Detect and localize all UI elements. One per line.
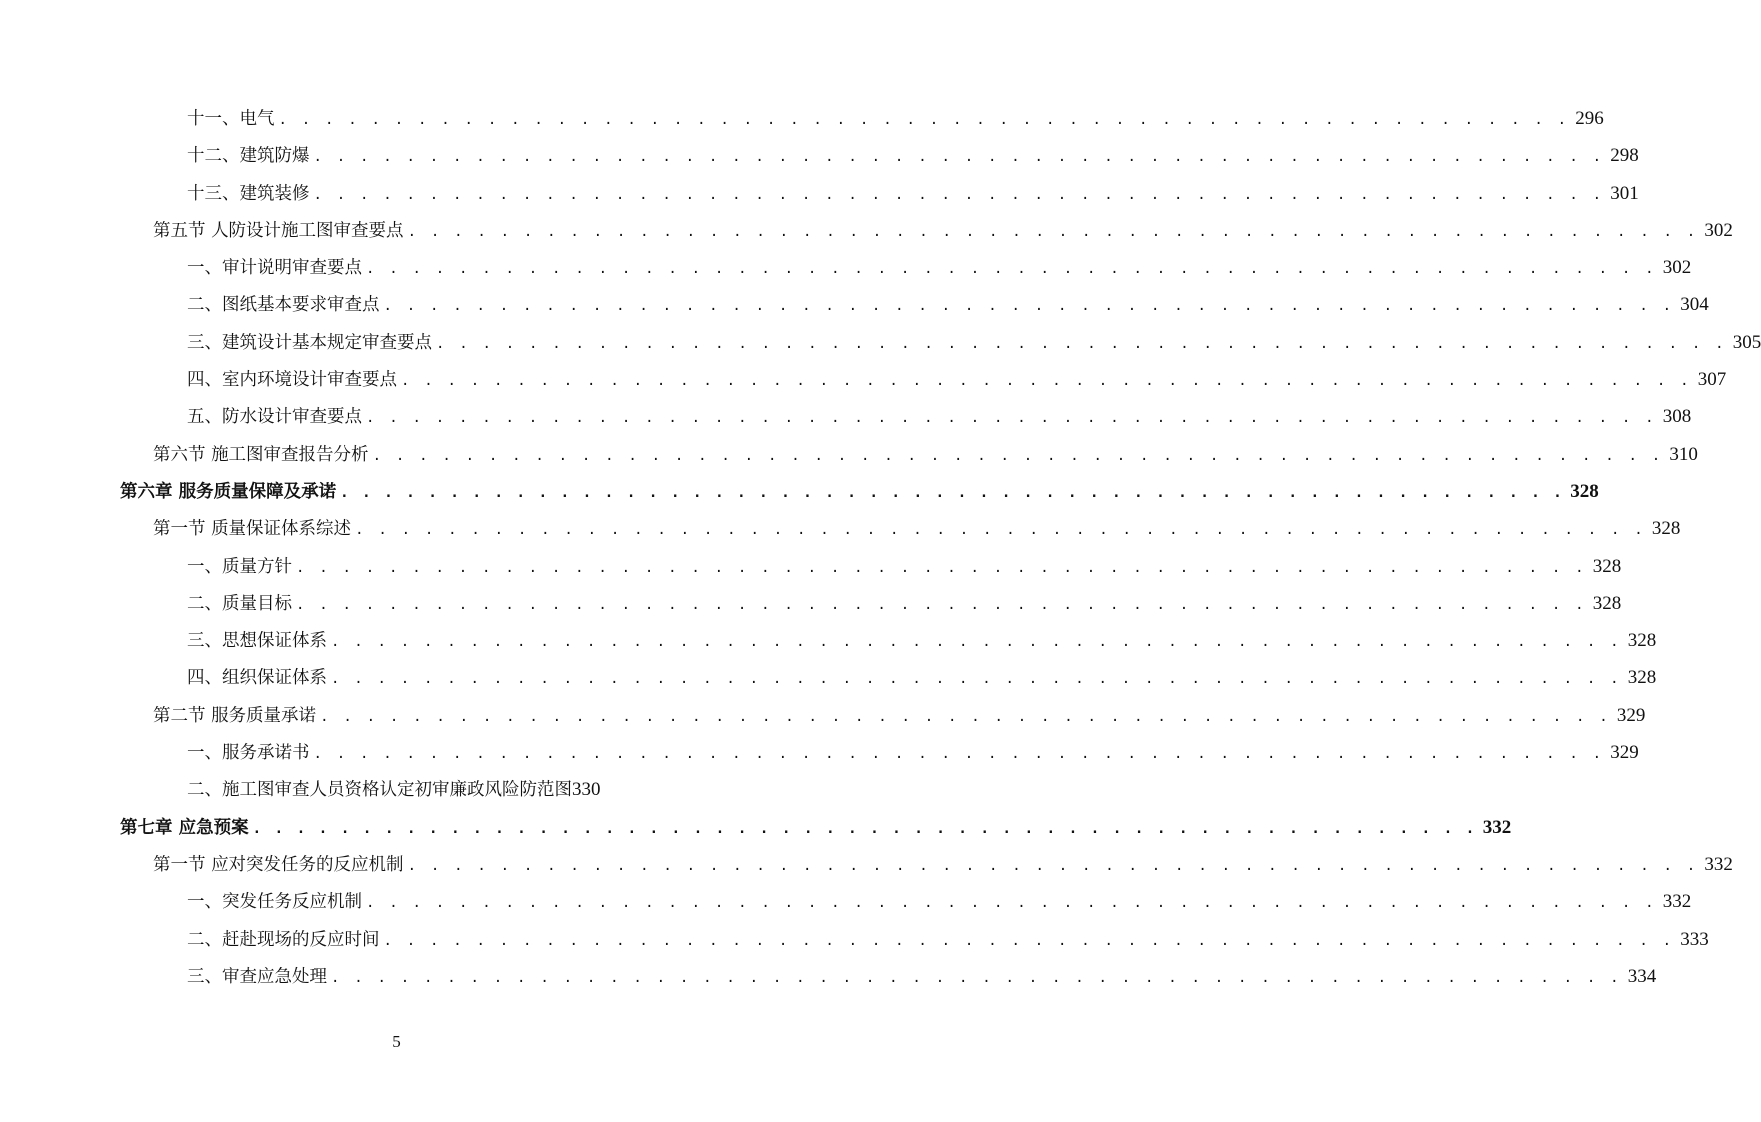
toc-entry-item[interactable] — [0, 921, 1709, 958]
toc-entry-page: 298 — [1610, 145, 1639, 167]
toc-dot-leader: . . . . . . . . . . . . . . . . . . . . . . . . . . . . . . . . . . . . . . . . . . . . . . . . . . . . . . . . — [436, 335, 1727, 352]
toc-entry-title: 二、图纸基本要求审查点 — [187, 295, 380, 316]
toc-entry-page: 301 — [1610, 182, 1639, 204]
toc-entry-page: 302 — [1704, 219, 1733, 241]
toc-entry-section[interactable] — [0, 510, 1681, 547]
toc-entry-chapter[interactable] — [0, 473, 1599, 510]
toc-dot-leader: . . . . . . . . . . . . . . . . . . . . . . . . . . . . . . . . . . . . . . . . . . . . . . . . . . . . . . . . — [252, 820, 1477, 837]
toc-entry-item[interactable] — [0, 100, 1604, 137]
toc-entry-item[interactable] — [0, 659, 1657, 696]
toc-entry-item[interactable] — [0, 249, 1692, 286]
toc-dot-leader: . . . . . . . . . . . . . . . . . . . . . . . . . . . . . . . . . . . . . . . . . . . . . . . . . . . . . . . . — [401, 373, 1692, 390]
toc-entry-item[interactable] — [0, 548, 1622, 585]
toc-entry-title: 二、质量目标 — [187, 593, 292, 614]
toc-entry-page: 330 — [572, 779, 601, 801]
toc-dot-leader: . . . . . . . . . . . . . . . . . . . . . . . . . . . . . . . . . . . . . . . . . . . . . . . . . . . . . . . . — [278, 112, 1570, 128]
toc-entry-title: 一、服务承诺书 — [187, 743, 310, 764]
toc-entry-page: 332 — [1662, 891, 1692, 913]
toc-dot-leader: . . . . . . . . . . . . . . . . . . . . . . . . . . . . . . . . . . . . . . . . . . . . . . . . . . . . . . . . — [313, 746, 1605, 763]
toc-entry-page: 328 — [1570, 480, 1599, 502]
toc-entry-title: 三、思想保证体系 — [187, 631, 327, 652]
toc-entry-section[interactable] — [0, 436, 1698, 473]
toc-entry-title: 三、审查应急处理 — [187, 966, 327, 987]
toc-entry-title: 四、室内环境设计审查要点 — [187, 370, 397, 391]
toc-entry-title: 一、审计说明审查要点 — [187, 258, 362, 279]
toc-dot-leader: . . . . . . . . . . . . . . . . . . . . . . . . . . . . . . . . . . . . . . . . . . . . . . . . . . . . . . . . — [407, 223, 1699, 240]
toc-entry-page: 310 — [1669, 443, 1698, 465]
toc-entry-item[interactable] — [0, 361, 1727, 398]
toc-dot-leader: . . . . . . . . . . . . . . . . . . . . . . . . . . . . . . . . . . . . . . . . . . . . . . . . . . . . . . . . — [296, 559, 1587, 576]
toc-entry-item[interactable] — [0, 324, 1761, 361]
toc-entry-item[interactable] — [0, 958, 1657, 995]
toc-entry-section[interactable] — [0, 212, 1733, 249]
toc-entry-section[interactable] — [0, 697, 1646, 734]
toc-entry-page: 328 — [1627, 630, 1657, 652]
toc-entry-item[interactable] — [0, 771, 672, 808]
toc-entry-page: 332 — [1704, 853, 1733, 875]
toc-entry-item[interactable] — [0, 398, 1692, 435]
toc-dot-leader: . . . . . . . . . . . . . . . . . . . . . . . . . . . . . . . . . . . . . . . . . . . . . . . . . . . . . . . . — [296, 596, 1587, 613]
toc-dot-leader: . . . . . . . . . . . . . . . . . . . . . . . . . . . . . . . . . . . . . . . . . . . . . . . . . . . . . . . . — [366, 895, 1657, 912]
toc-entry-page: 329 — [1616, 704, 1646, 726]
toc-dot-leader: . . . . . . . . . . . . . . . . . . . . . . . . . . . . . . . . . . . . . . . . . . . . . . . . . . . . . . . . — [383, 932, 1675, 949]
toc-entry-item[interactable] — [0, 734, 1639, 771]
toc-entry-page: 302 — [1662, 257, 1692, 279]
toc-entry-page: 296 — [1575, 108, 1604, 129]
toc-entry-item[interactable] — [0, 175, 1639, 212]
toc-entry-title: 第一节 应对突发任务的反应机制 — [153, 854, 404, 875]
toc-dot-leader: . . . . . . . . . . . . . . . . . . . . . . . . . . . . . . . . . . . . . . . . . . . . . . . . . . . . . . . . — [407, 857, 1699, 874]
toc-entry-page: 332 — [1482, 816, 1512, 838]
toc-dot-leader: . . . . . . . . . . . . . . . . . . . . . . . . . . . . . . . . . . . . . . . . . . . . . . . . . . . . . . . . — [320, 708, 1611, 725]
toc-dot-leader: . . . . . . . . . . . . . . . . . . . . . . . . . . . . . . . . . . . . . . . . . . . . . . . . . . . . . . . . — [366, 410, 1657, 427]
toc-entry-title: 第七章 应急预案 — [120, 817, 249, 838]
toc-dot-leader: . . . . . . . . . . . . . . . . . . . . . . . . . . . . . . . . . . . . . . . . . . . . . . . . . . . . . . . . — [340, 484, 1565, 501]
toc-entry-title: 三、建筑设计基本规定审查要点 — [187, 332, 432, 353]
toc-entry-title: 十三、建筑装修 — [187, 183, 310, 204]
toc-entry-item[interactable] — [0, 622, 1657, 659]
toc-entry-section[interactable] — [0, 846, 1733, 883]
toc-dot-leader: . . . . . . . . . . . . . . . . . . . . . . . . . . . . . . . . . . . . . . . . . . . . . . . . . . . . . . . . — [313, 149, 1605, 166]
toc-entry-title: 一、质量方针 — [187, 556, 292, 577]
toc-dot-leader: . . . . . . . . . . . . . . . . . . . . . . . . . . . . . . . . . . . . . . . . . . . . . . . . . . . . . . . . — [313, 186, 1605, 203]
toc-dot-leader: . . . . . . . . . . . . . . . . . . . . . . . . . . . . . . . . . . . . . . . . . . . . . . . . . . . . . . . . — [372, 447, 1664, 464]
toc-entry-title: 四、组织保证体系 — [187, 668, 327, 689]
toc-entry-title: 十一、电气 — [187, 109, 275, 129]
toc-entry-title: 二、赶赴现场的反应时间 — [187, 929, 380, 950]
toc-entry-title: 第一节 质量保证体系综述 — [153, 519, 352, 540]
toc-entry-title: 五、防水设计审查要点 — [187, 407, 362, 428]
toc-entry-page: 305 — [1732, 331, 1761, 353]
toc-dot-leader: . . . . . . . . . . . . . . . . . . . . . . . . . . . . . . . . . . . . . . . . . . . . . . . . . . . . . . . . — [383, 298, 1675, 315]
toc-entry-chapter[interactable] — [0, 809, 1512, 846]
toc-entry-title: 第六章 服务质量保障及承诺 — [120, 481, 337, 502]
toc-dot-leader: . . . . . . . . . . . . . . . . . . . . . . . . . . . . . . . . . . . . . . . . . . . . . . . . . . . . . . . . — [366, 261, 1657, 278]
toc-entry-item[interactable] — [0, 286, 1709, 323]
toc-entry-page: 307 — [1697, 369, 1727, 391]
toc-entry-page: 333 — [1680, 928, 1709, 950]
table-of-contents — [0, 100, 1761, 995]
toc-entry-title: 第六节 施工图审查报告分析 — [153, 444, 369, 465]
toc-entry-title: 第五节 人防设计施工图审查要点 — [153, 220, 404, 241]
toc-entry-title: 第二节 服务质量承诺 — [153, 705, 317, 726]
toc-entry-page: 328 — [1592, 592, 1622, 614]
toc-dot-leader: . . . . . . . . . . . . . . . . . . . . . . . . . . . . . . . . . . . . . . . . . . . . . . . . . . . . . . . . — [331, 969, 1622, 986]
toc-dot-leader: . . . . . . . . . . . . . . . . . . . . . . . . . . . . . . . . . . . . . . . . . . . . . . . . . . . . . . . . — [331, 634, 1622, 651]
toc-entry-item[interactable] — [0, 883, 1692, 920]
toc-entry-page: 304 — [1680, 294, 1709, 316]
page-number: 5 — [392, 1032, 401, 1051]
toc-entry-title: 十二、建筑防爆 — [187, 146, 310, 167]
toc-entry-page: 328 — [1592, 555, 1622, 577]
toc-dot-leader: . . . . . . . . . . . . . . . . . . . . . . . . . . . . . . . . . . . . . . . . . . . . . . . . . . . . . . . . — [331, 671, 1622, 688]
toc-entry-page: 308 — [1662, 406, 1692, 428]
toc-dot-leader: . . . . . . . . . . . . . . . . . . . . . . . . . . . . . . . . . . . . . . . . . . . . . . . . . . . . . . . . — [355, 522, 1646, 539]
toc-entry-page: 328 — [1627, 667, 1657, 689]
toc-entry-title: 一、突发任务反应机制 — [187, 892, 362, 913]
toc-entry-item[interactable] — [0, 585, 1622, 622]
toc-entry-title: 二、施工图审查人员资格认定初审廉政风险防范图 — [187, 780, 572, 801]
toc-entry-page: 334 — [1627, 965, 1657, 987]
toc-entry-item[interactable] — [0, 137, 1639, 174]
toc-entry-page: 328 — [1651, 518, 1681, 540]
toc-entry-page: 329 — [1610, 742, 1639, 764]
